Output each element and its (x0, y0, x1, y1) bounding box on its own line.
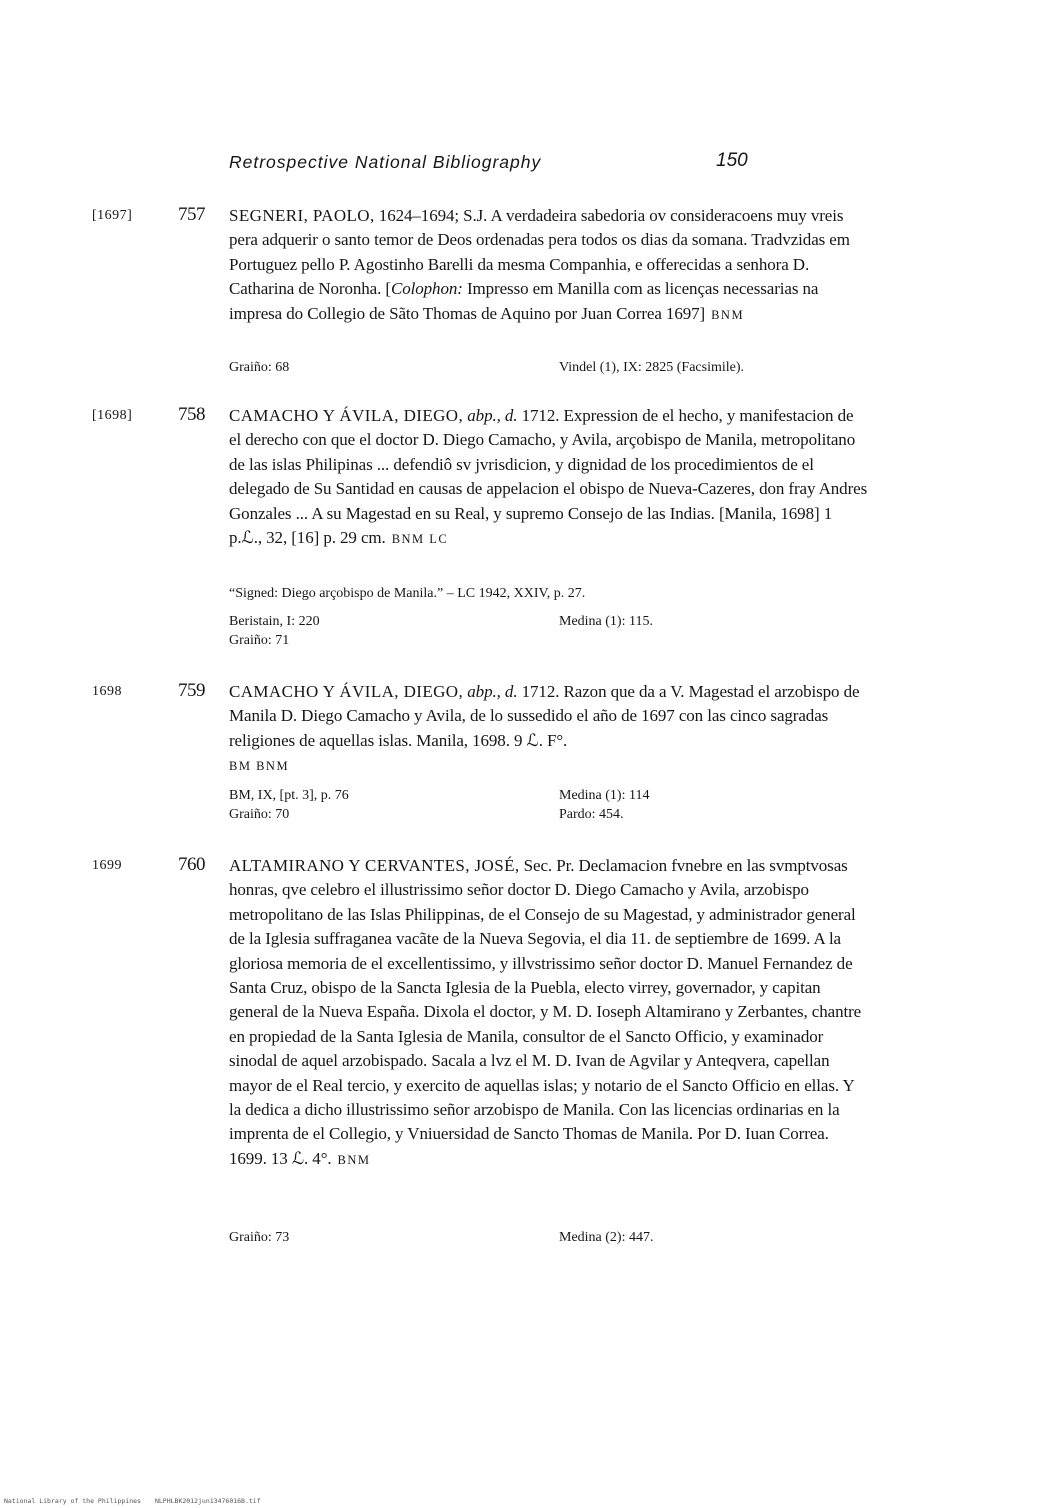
note-left: Graiño: 73 (229, 1230, 290, 1245)
entry-number: 758 (178, 404, 205, 425)
note-left: Beristain, I: 220 (229, 614, 320, 629)
entry-author-title: abp., d. (463, 682, 518, 701)
note-left: Graiño: 68 (229, 360, 290, 375)
entry-title: A verdadeira sabedoria ov consideracoens muy vreis pera adquerir o santo temor de Deos ordenadas pera todos os dias da somana. Tradvzidas em Portuguez pello P. Agostinho Barelli da mesma Companhia, e offerecidas a senhora D. Catharina de Noronha. [ (229, 206, 850, 299)
entry-number: 760 (178, 854, 205, 875)
entry-title: Razon que da a V. Magestad el arzobispo de Manila D. Diego Camacho y Avila, de lo sussedido el año de 1697 con las cinco sagradas religiones de aquellas islas. Manila, 1698. 9 ℒ. F°. (229, 682, 860, 750)
colophon-label: Colophon: (390, 279, 463, 299)
note-right: Vindel (1), IX: 2825 (Facsimile). (559, 360, 745, 375)
scan-slug-right: NLPHLBK2012jun13476016B.tif (154, 1497, 261, 1505)
entry-notes-2 (229, 631, 829, 650)
entry-text (229, 404, 869, 551)
running-header (229, 152, 769, 178)
entry-author-title: Sec. Pr. (519, 856, 575, 875)
entry-quote: “Signed: Diego arçobispo de Manila.” – LC 1942, XXIV, p. 27. (229, 586, 586, 601)
note-right: Medina (2): 447. (559, 1230, 654, 1245)
scan-slug-left: National Library of the Philippines (4, 1497, 141, 1505)
entry-libraries: BNM (337, 1152, 371, 1167)
entry-date: 1699 (92, 858, 122, 873)
scan-slug (4, 1497, 261, 1505)
entry-number: 759 (178, 680, 205, 701)
page-number: 150 (716, 150, 748, 171)
entry-author: CAMACHO Y ÁVILA, DIEGO, (229, 406, 464, 425)
entry-notes (229, 612, 829, 631)
entry-author: SEGNERI, PAOLO, (229, 206, 375, 225)
entry-title: Declamacion fvnebre en las svmptvosas honras, qve celebro el illustrissimo señor doctor D. Diego Camacho y Avila, arzobispo metropolitano de las Islas Philippinas, de el Consejo de su Magestad, y administrador general de la Iglesia suffraganea vacãte de la Nueva Segovia, el dia 11. de septiembre de 1699. A la gloriosa memoria de el excellentissimo, y illvstrissimo señor doctor D. Manuel Fernandez de Santa Cruz, obispo de la Sancta Iglesia de la Puebla, electo virrey, governador, y capitan general de la Nueva España. Dixola el doctor, y M. D. Ioseph Altamirano y Zerbantes, chantre en propiedad de la Santa Iglesia de Manila, consultor de el Sancto Officio, y examinador sinodal de aquel arzobispado. Sacala a lvz el M. D. Ivan de Agvilar y Anteqvera, capellan mayor de el Real tercio, y exercito de aquellas islas; y notario de el Sancto Officio en ellas. Y la dedica a dicho illustrissimo señor arzobispo de Manila. Con las licencias ordinarias en la imprenta de el Collegio, y Vniuersidad de Sancto Thomas de Manila. Por D. Iuan Correa. 1699. 13 ℒ. 4°. (229, 856, 862, 1168)
entry-author-title: abp., d. (463, 406, 518, 425)
note-left: Graiño: 70 (229, 807, 290, 822)
entry-number: 757 (178, 204, 205, 225)
entry-author: CAMACHO Y ÁVILA, DIEGO, (229, 682, 464, 701)
entry-author-year: 1712. (517, 406, 560, 425)
entry-notes (229, 358, 829, 377)
note-left: Graiño: 71 (229, 633, 290, 648)
entry-date: [1697] (92, 208, 133, 223)
note-left: BM, IX, [pt. 3], p. 76 (229, 788, 349, 803)
note-right: Medina (1): 114 (559, 788, 650, 803)
entry-text (229, 854, 869, 1172)
entry-imprint: Impresso em Manilla com as licenças necessarias na impresa do Collegio de Sãto Thomas de Aquino por Juan Correa 1697] (229, 279, 819, 323)
entry-text (229, 680, 869, 779)
note-right: Medina (1): 115. (559, 614, 653, 629)
entry-libraries: BNM LC (391, 532, 449, 547)
entry-author-dates: 1624–1694; S.J. (374, 206, 488, 225)
entry-notes (229, 786, 829, 805)
running-title: Retrospective National Bibliography (229, 152, 542, 172)
entry-date: [1698] (92, 408, 133, 423)
entry-libraries: BNM (711, 307, 745, 322)
entry-notes (229, 1228, 829, 1247)
entry-libraries: BM BNM (229, 759, 290, 774)
entry-text (229, 204, 869, 327)
entry-title: Expression de el hecho, y manifestacion de el derecho con que el doctor D. Diego Camacho, y Avila, arçobispo de Manila, metropolitano de las islas Philipinas ... defendiô sv jvrisdicion, y dignidad de los procedimientos de el delegado de Su Santidad en causas de appelacion el obispo de Nueva-Cazeres, don fray Andres Gonzales ... A su Magestad en su Real, y supremo Consejo de las Indias. [Manila, 1698] 1 p.ℒ., 32, [16] p. 29 cm. (229, 406, 868, 548)
entry-author: ALTAMIRANO Y CERVANTES, JOSÉ, (229, 856, 520, 875)
note-right: Pardo: 454. (559, 807, 624, 822)
entry-date: 1698 (92, 684, 122, 699)
entry-notes-2 (229, 805, 829, 824)
entry-author-year: 1712. (517, 682, 560, 701)
